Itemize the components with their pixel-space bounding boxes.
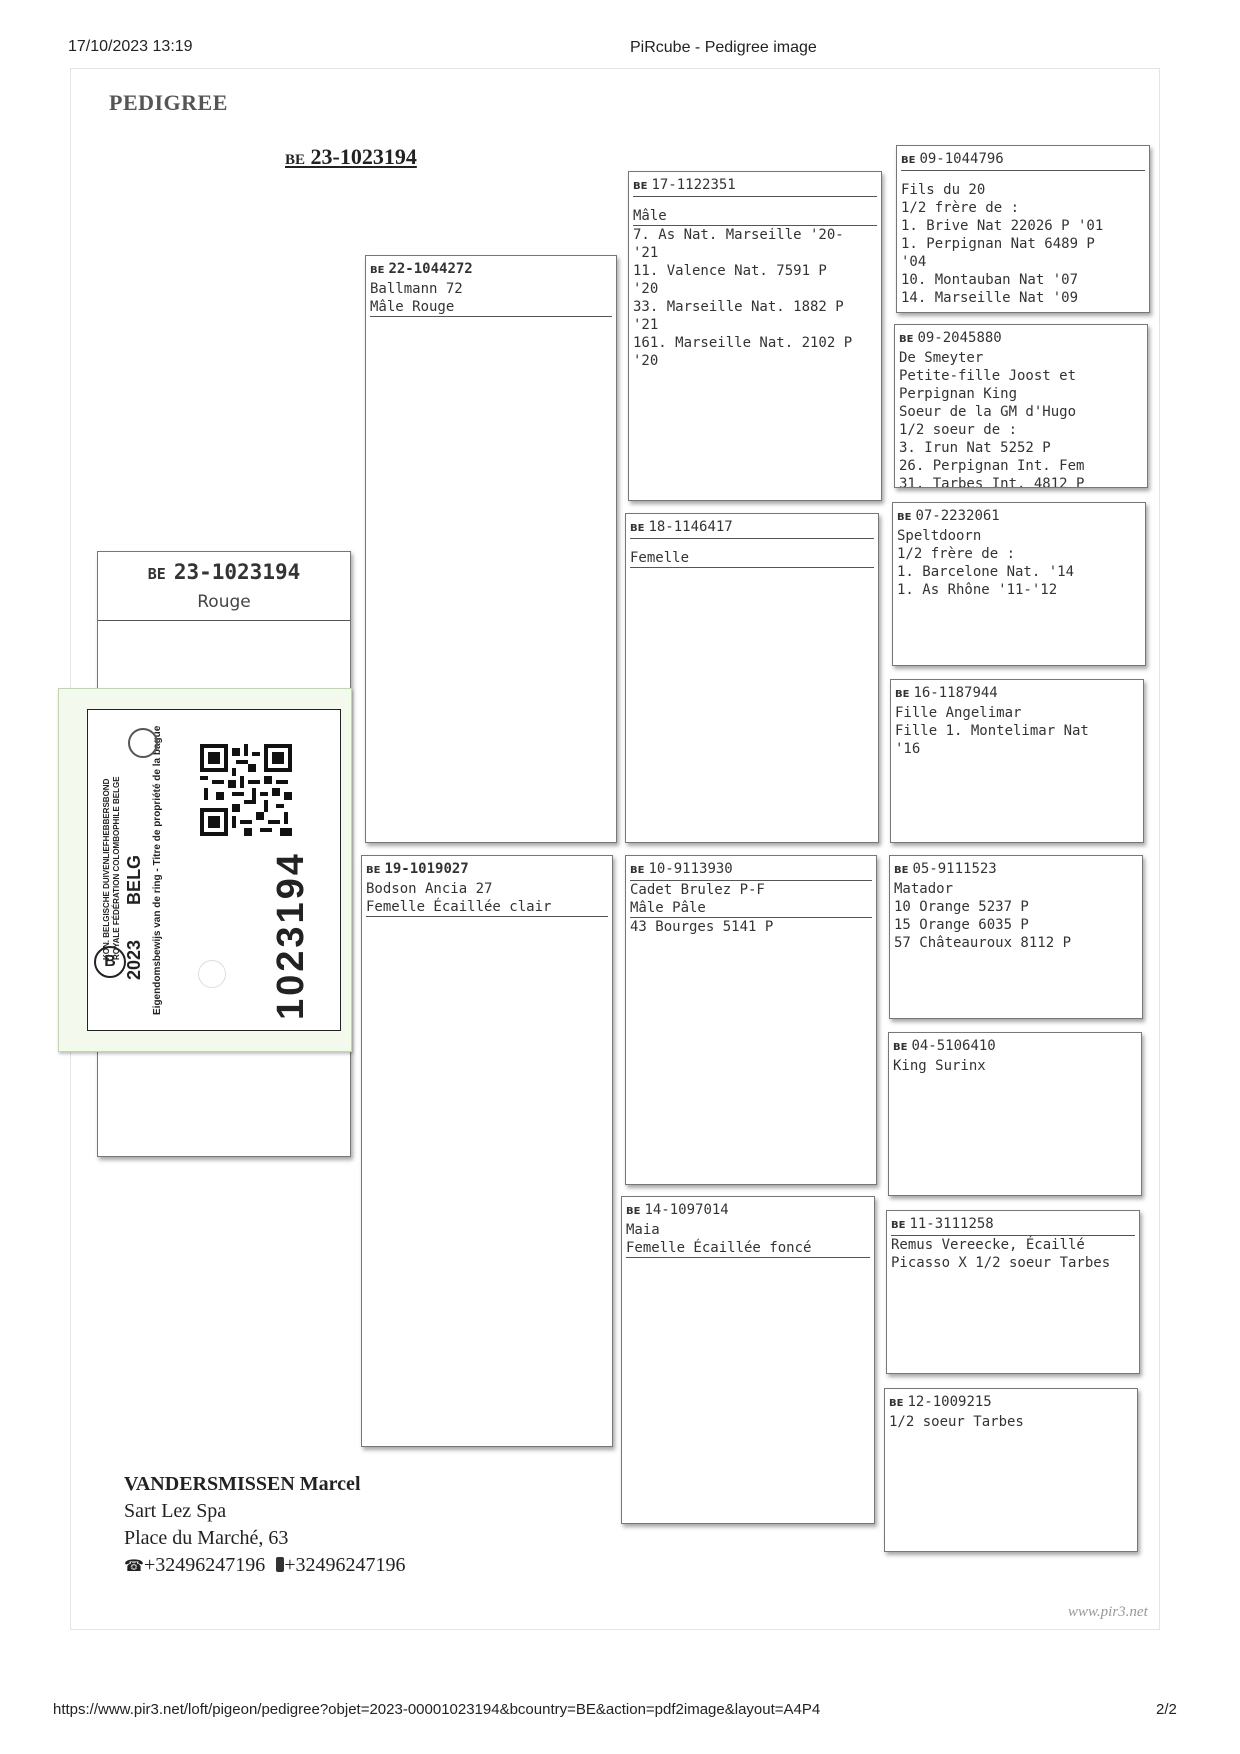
great-grandparent-card-5	[889, 855, 1143, 1019]
grandparent-ring	[630, 860, 872, 881]
pedigree-note: 1/2 frère de :	[901, 200, 1020, 216]
grandparent-result: 33. Marseille Nat. 1882 P '21	[633, 299, 844, 333]
pedigree-note: 1. Barcelone Nat. '14	[897, 564, 1075, 580]
print-page-title: PiRcube - Pedigree image	[630, 39, 817, 56]
great-grandparent-card-7	[886, 1210, 1140, 1374]
ring-number-large: 1023194	[270, 851, 312, 1020]
logo-letter: B	[104, 953, 116, 970]
country-code: BE	[893, 1042, 908, 1053]
great-grandparent-card-1	[896, 145, 1150, 313]
great-grandparent-card-2	[894, 324, 1148, 488]
grandparent-result: 7. As Nat. Marseille '20- '21	[633, 227, 844, 261]
owner-address: Place du Marché, 63	[124, 1527, 289, 1549]
pedigree-note: Fille Angelimar	[895, 705, 1022, 721]
divider	[98, 620, 350, 621]
sire-ring	[370, 260, 612, 280]
ring-year-country	[124, 855, 145, 980]
dam-ring	[366, 860, 608, 880]
owner-name: VANDERSMISSEN Marcel	[124, 1473, 361, 1495]
country-code: BE	[894, 865, 909, 876]
great-grandparent-ring	[897, 507, 1141, 527]
pedigree-note: 1. As Rhône '11-'12	[897, 582, 1058, 598]
dam-name: Bodson Ancia 27	[366, 881, 493, 897]
globe-icon	[128, 728, 158, 758]
owner-phone: +32496247196	[143, 1554, 266, 1576]
ring-year: 2023	[124, 939, 144, 980]
ring-number: 17-1122351	[651, 177, 736, 193]
great-grandparent-ring	[891, 1215, 1135, 1236]
pedigree-note: 14. Marseille Nat '09	[901, 290, 1079, 306]
grandparent-ring	[630, 518, 874, 539]
great-grandparent-ring	[895, 684, 1139, 704]
country-code: BE	[889, 1398, 904, 1409]
ring-number: 11-3111258	[909, 1216, 994, 1232]
ring-number: 12-1009215	[907, 1394, 992, 1410]
grandparent-result: 161. Marseille Nat. 2102 P '20	[633, 335, 853, 369]
pedigree-note: 57 Châteauroux 8112 P	[894, 935, 1072, 951]
pedigree-note: 1. Brive Nat 22026 P '01	[901, 218, 1104, 234]
grandparent-sex: Femelle	[630, 549, 874, 568]
country-code: BE	[370, 265, 385, 276]
ring-country: BELG	[124, 854, 144, 905]
ring-number: 07-2232061	[915, 508, 1000, 524]
grandsire-maternal-card	[625, 855, 877, 1185]
ring-number: 14-1097014	[644, 1202, 729, 1218]
sire-sex-color: Mâle Rouge	[370, 298, 612, 317]
subject-ring-number: 23-1023194	[310, 144, 417, 169]
great-grandparent-ring	[893, 1037, 1137, 1057]
great-grandparent-card-6	[888, 1032, 1142, 1196]
great-grandparent-ring	[901, 150, 1145, 171]
subject-color: Rouge	[197, 592, 251, 612]
ring-number: 10-9113930	[648, 861, 733, 877]
print-url: https://www.pir3.net/loft/pigeon/pedigree?objet=2023-00001023194&bcountry=BE&action=pdf2image&layout=A4P4	[53, 1701, 821, 1718]
spacer	[630, 539, 874, 549]
ring-card-title: Eigendomsbewijs van de ring - Titre de propriété de la bague	[152, 725, 163, 1015]
ring-number: 18-1146417	[648, 519, 733, 535]
great-grandparent-card-3	[892, 502, 1146, 666]
ring-card-inner	[87, 709, 341, 1031]
subject-ring	[98, 560, 350, 584]
grandsire-paternal-card	[628, 171, 882, 501]
owner-phones	[124, 1552, 406, 1580]
country-code: BE	[899, 334, 914, 345]
owner-block	[124, 1471, 406, 1580]
country-code: BE	[633, 181, 648, 192]
country-code: BE	[891, 1220, 906, 1231]
country-code: BE	[147, 565, 166, 583]
pedigree-note: 31. Tarbes Int. 4812 P	[899, 476, 1085, 488]
phone-icon: ☎	[124, 1558, 144, 1575]
pedigree-note: 10. Montauban Nat '07	[901, 272, 1079, 288]
ring-number: 16-1187944	[913, 685, 998, 701]
grandparent-sex-color: Femelle Écaillée foncé	[626, 1239, 870, 1258]
pedigree-note: 1. Perpignan Nat 6489 P '04	[901, 236, 1095, 270]
pedigree-note: Fille 1. Montelimar Nat '16	[895, 723, 1089, 757]
ring-ownership-card	[58, 688, 352, 1052]
owner-mobile: +32496247196	[284, 1554, 406, 1576]
grandparent-name: Cadet Brulez P-F	[630, 882, 765, 898]
subject-ring-heading	[285, 144, 417, 170]
pedigree-note: Soeur de la GM d'Hugo	[899, 404, 1077, 420]
pedigree-note: 10 Orange 5237 P	[894, 899, 1029, 915]
pedigree-note: Remus Vereecke, Écaillé	[891, 1237, 1085, 1253]
grandparent-sex-color: Mâle Pâle	[630, 899, 872, 918]
great-grandparent-card-8	[884, 1388, 1138, 1552]
great-grandparent-ring	[889, 1393, 1133, 1413]
great-grandparent-ring	[894, 860, 1138, 880]
ring-number: 09-1044796	[919, 151, 1004, 167]
granddam-paternal-card	[625, 513, 879, 843]
ring-number: 19-1019027	[384, 861, 469, 877]
country-code: BE	[901, 155, 916, 166]
country-code: BE	[626, 1206, 641, 1217]
spacer	[901, 171, 1145, 181]
watermark: www.pir3.net	[1068, 1604, 1148, 1620]
great-grandparent-card-4	[890, 679, 1144, 843]
spacer	[633, 197, 877, 207]
country-code: BE	[895, 689, 910, 700]
pedigree-note: 1/2 soeur Tarbes	[889, 1414, 1024, 1430]
ring-number: 05-9111523	[912, 861, 997, 877]
pedigree-note: 1/2 soeur de :	[899, 422, 1018, 438]
grandparent-sex: Mâle	[633, 207, 877, 226]
ring-card-hole	[198, 960, 226, 988]
owner-city: Sart Lez Spa	[124, 1500, 227, 1522]
pedigree-note: 1/2 frère de :	[897, 546, 1016, 562]
dam-card	[361, 855, 613, 1447]
dam-sex-color: Femelle Écaillée clair	[366, 898, 608, 917]
pedigree-note: Matador	[894, 881, 954, 897]
grandparent-result: 11. Valence Nat. 7591 P '20	[633, 263, 827, 297]
country-code: BE	[630, 865, 645, 876]
ring-number: 04-5106410	[911, 1038, 996, 1054]
granddam-maternal-card	[621, 1196, 875, 1524]
grandparent-result: 43 Bourges 5141 P	[630, 919, 774, 935]
grandparent-name: Maia	[626, 1222, 660, 1238]
pedigree-note: De Smeyter	[899, 350, 984, 366]
country-code: BE	[366, 865, 381, 876]
pedigree-title: PEDIGREE	[109, 90, 228, 115]
print-datetime: 17/10/2023 13:19	[68, 38, 193, 55]
ring-number: 09-2045880	[917, 330, 1002, 346]
ring-number: 22-1044272	[388, 261, 473, 277]
grandparent-ring	[626, 1201, 870, 1221]
country-code: BE	[897, 512, 912, 523]
pedigree-note: 3. Irun Nat 5252 P	[899, 440, 1051, 456]
ring-number: 23-1023194	[173, 560, 301, 584]
print-page-number: 2/2	[1156, 1701, 1177, 1718]
country-code: BE	[285, 152, 306, 168]
pedigree-note: Petite-fille Joost et Perpignan King	[899, 368, 1077, 402]
federation-fr: ROYALE FÉDÉRATION COLOMBOPHILE BELGE	[112, 776, 121, 960]
pedigree-note: Speltdoorn	[897, 528, 982, 544]
grandparent-ring	[633, 176, 877, 197]
sire-name: Ballmann 72	[370, 281, 463, 297]
qr-code-icon	[200, 744, 292, 836]
federation-names	[102, 776, 122, 960]
pedigree-note: 15 Orange 6035 P	[894, 917, 1029, 933]
federation-nl: KON. BELGISCHE DUIVENLIEFHEBBERSBOND	[102, 778, 111, 960]
sire-card	[365, 255, 617, 843]
pedigree-note: King Surinx	[893, 1058, 986, 1074]
pedigree-note: 26. Perpignan Int. Fem	[899, 458, 1085, 474]
great-grandparent-ring	[899, 329, 1143, 349]
pedigree-note: Fils du 20	[901, 182, 986, 198]
pedigree-note: Picasso X 1/2 soeur Tarbes	[891, 1255, 1111, 1271]
country-code: BE	[630, 523, 645, 534]
federation-logo-icon	[94, 946, 126, 978]
